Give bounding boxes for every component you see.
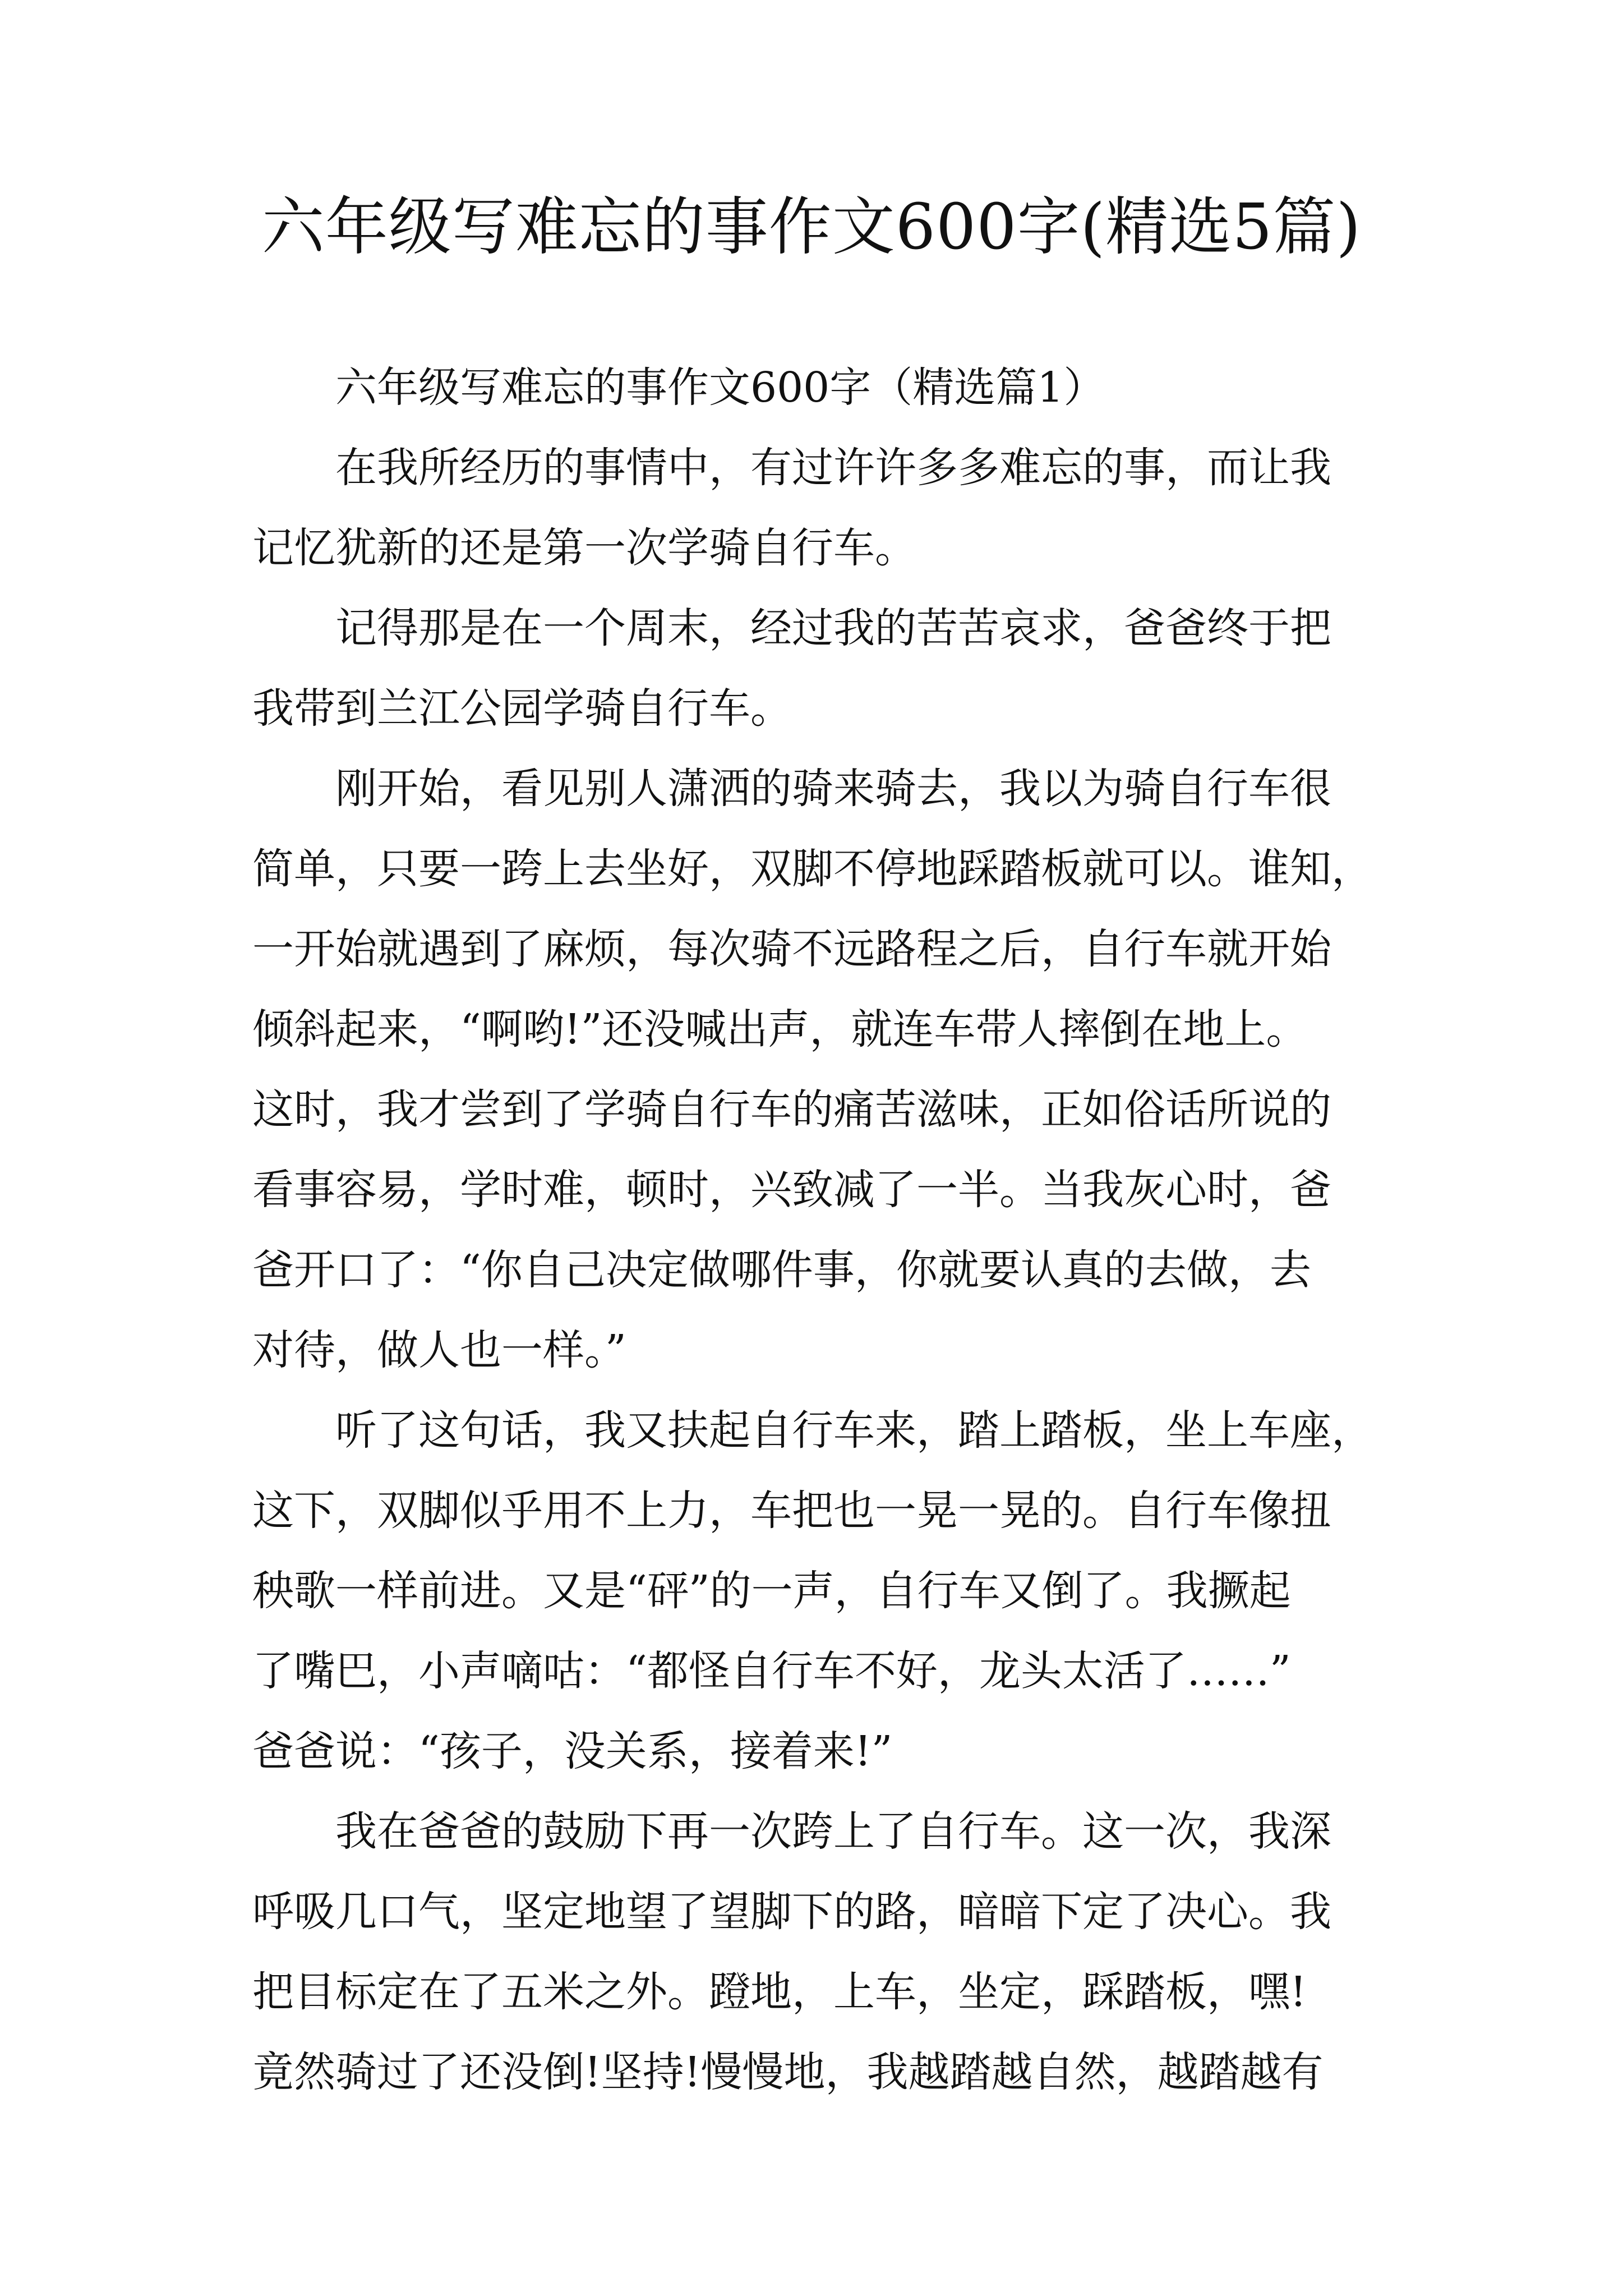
paragraph-line: 了嘴巴，小声嘀咕：“都怪自行车不好，龙头太活了……” [252, 1647, 1291, 1695]
document-body [252, 348, 1396, 2113]
paragraph-line: 刚开始，看见别人潇洒的骑来骑去，我以为骑自行车很 [335, 765, 1331, 813]
document-title: 六年级写难忘的事作文600字(精选5篇) [261, 191, 1362, 264]
paragraph-line: 对待，做人也一样。” [252, 1326, 626, 1374]
paragraph-line: 一开始就遇到了麻烦，每次骑不远路程之后，自行车就开始 [252, 925, 1331, 973]
paragraph-line: 倾斜起来，“啊哟!”还没喊出声，就连车带人摔倒在地上。 [252, 1005, 1308, 1053]
paragraph-line: 把目标定在了五米之外。蹬地，上车，坐定，踩踏板，嘿! [252, 1968, 1307, 2016]
paragraph-line: 这下，双脚似乎用不上力，车把也一晃一晃的。自行车像扭 [252, 1487, 1331, 1535]
paragraph-line: 这时，我才尝到了学骑自行车的痛苦滋味，正如俗话所说的 [252, 1085, 1331, 1134]
paragraph-line: 看事容易，学时难，顿时，兴致减了一半。当我灰心时，爸 [252, 1166, 1331, 1214]
paragraph-line: 呼吸几口气，坚定地望了望脚下的路，暗暗下定了决心。我 [252, 1888, 1331, 1936]
paragraph-line: 记得那是在一个周末，经过我的苦苦哀求，爸爸终于把 [335, 604, 1331, 652]
paragraph-line: 记忆犹新的还是第一次学骑自行车。 [252, 524, 916, 572]
paragraph-line: 爸爸说：“孩子，没关系，接着来!” [252, 1727, 893, 1775]
paragraph-line: 简单，只要一跨上去坐好，双脚不停地踩踏板就可以。谁知， [252, 845, 1373, 893]
section-heading: 六年级写难忘的事作文600字（精选篇1） [335, 364, 1105, 412]
paragraph-line: 秧歌一样前进。又是“砰”的一声，自行车又倒了。我撅起 [252, 1567, 1291, 1615]
paragraph-line: 竟然骑过了还没倒!坚持!慢慢地，我越踏越自然，越踏越有 [252, 2048, 1324, 2096]
paragraph-line: 我带到兰江公园学骑自行车。 [252, 684, 792, 733]
paragraph-line: 爸开口了：“你自己决定做哪件事，你就要认真的去做，去 [252, 1246, 1311, 1294]
paragraph-line: 在我所经历的事情中，有过许许多多难忘的事，而让我 [335, 444, 1331, 492]
paragraph-line: 我在爸爸的鼓励下再一次跨上了自行车。这一次，我深 [335, 1807, 1331, 1856]
paragraph-line: 听了这句话，我又扶起自行车来，踏上踏板，坐上车座， [335, 1406, 1373, 1455]
